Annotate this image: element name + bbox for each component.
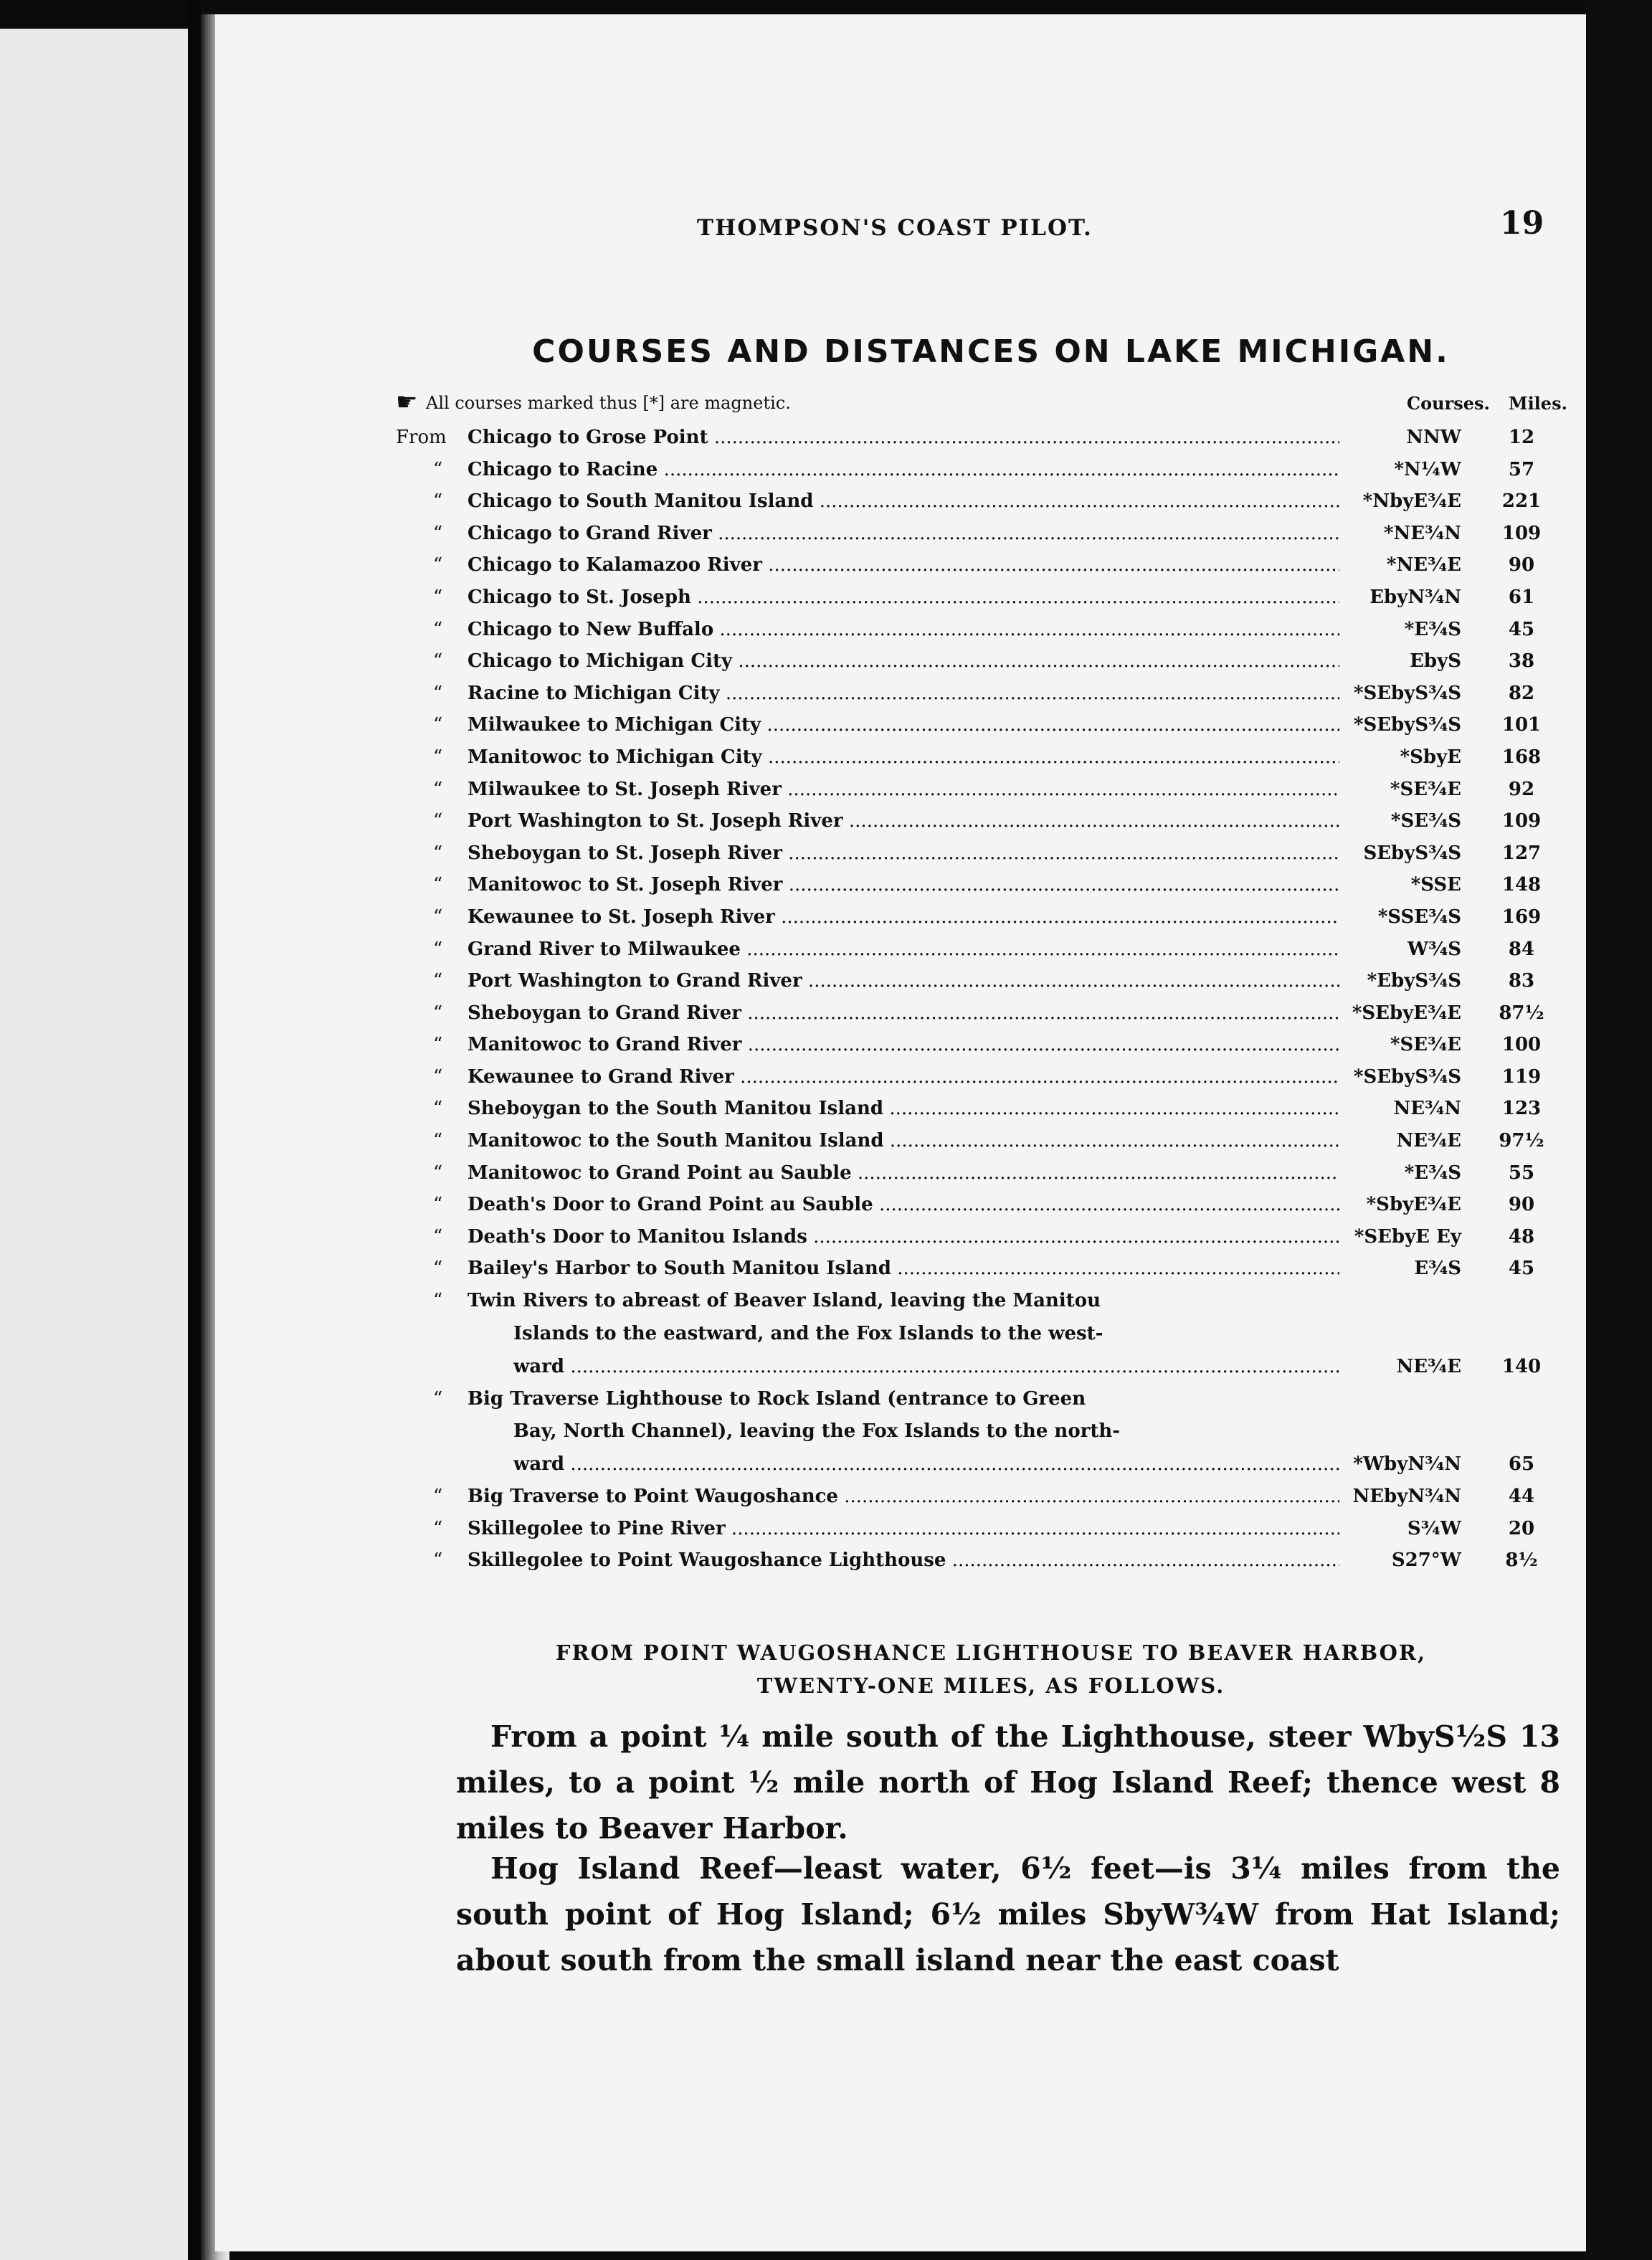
row-prefix: “ (433, 1034, 443, 1056)
miles-value: 8½ (1505, 1549, 1538, 1572)
route-name: Death's Door to Manitou Islands ..... (467, 1221, 1391, 1253)
table-row (396, 1383, 1586, 1415)
table-row (396, 1093, 1586, 1125)
course-value: SEbyS¾S (1339, 837, 1461, 870)
table-row (396, 709, 1586, 741)
row-prefix: “ (433, 874, 443, 896)
miles-value: 12 (1508, 427, 1535, 448)
table-header (396, 388, 1586, 422)
table-row (396, 774, 1586, 806)
miles-value: 127 (1501, 842, 1542, 864)
miles-value: 221 (1501, 490, 1542, 513)
route-name: Bailey's Harbor to South Manitou Island ..... (467, 1253, 1391, 1285)
table-row (396, 997, 1586, 1030)
miles-value: 101 (1501, 714, 1542, 736)
miles-value: 140 (1501, 1355, 1542, 1377)
table-row (396, 454, 1586, 486)
table-row (396, 837, 1586, 870)
miles-value: 100 (1501, 1034, 1542, 1056)
course-value: *SbyE (1339, 741, 1461, 774)
subheading-line-2: TWENTY-ONE MILES, AS FOLLOWS. (756, 1673, 1225, 1698)
miles-value: 169 (1501, 906, 1542, 928)
row-prefix: “ (433, 970, 443, 992)
table-row (396, 1481, 1586, 1513)
row-prefix: “ (433, 842, 443, 864)
row-prefix: “ (433, 1225, 443, 1248)
row-prefix: “ (433, 1162, 443, 1184)
miles-value: 119 (1501, 1065, 1542, 1088)
table-row (396, 1157, 1586, 1190)
table-row (396, 805, 1586, 837)
row-prefix: “ (433, 778, 443, 800)
route-name: Bay, North Channel), leaving the Fox Islands to the north- (513, 1420, 1121, 1443)
table-row (396, 1029, 1586, 1061)
right-page-edge (1586, 0, 1652, 2260)
row-prefix: “ (433, 906, 443, 928)
miles-value: 90 (1508, 1194, 1535, 1216)
miles-value: 84 (1508, 938, 1535, 960)
table-row (396, 1253, 1586, 1285)
course-value: S27°W (1339, 1544, 1461, 1577)
running-head (396, 201, 1586, 244)
row-prefix: “ (433, 1194, 443, 1216)
table-row (396, 1221, 1586, 1253)
table-row (396, 1189, 1586, 1221)
course-value: NE¾E (1339, 1350, 1461, 1383)
row-prefix: “ (433, 1002, 443, 1024)
miles-value: 61 (1508, 586, 1535, 608)
course-value: *NE¾N (1339, 518, 1461, 550)
row-prefix: “ (433, 1065, 443, 1088)
miles-value: 82 (1508, 682, 1535, 704)
table-row (396, 1125, 1586, 1157)
row-prefix: “ (433, 1517, 443, 1539)
miles-value: 168 (1501, 746, 1542, 768)
course-value: E¾S (1339, 1253, 1461, 1285)
route-name: Twin Rivers to abreast of Beaver Island, leaving the Manitou (467, 1290, 1101, 1312)
row-prefix: “ (433, 1387, 443, 1410)
route-name: Manitowoc to Grand River ..... (467, 1029, 1391, 1061)
route-name: Racine to Michigan City ..... (467, 678, 1391, 710)
route-name: Death's Door to Grand Point au Sauble ..... (467, 1189, 1391, 1221)
route-name: Kewaunee to Grand River ..... (467, 1061, 1391, 1093)
route-name: ward ..... (513, 1448, 1391, 1481)
course-value: *SEbyS¾S (1339, 678, 1461, 710)
magnetic-note: All courses marked thus [*] are magnetic. (426, 393, 791, 413)
miles-value: 20 (1508, 1517, 1535, 1539)
table-row (396, 1415, 1586, 1448)
course-value: *SEbyE¾E (1339, 997, 1461, 1030)
row-prefix: “ (433, 1549, 443, 1572)
course-value: *SSE (1339, 869, 1461, 901)
route-name: Chicago to Grand River ..... (467, 518, 1391, 550)
miles-value: 83 (1508, 970, 1535, 992)
row-prefix: “ (433, 650, 443, 673)
course-value: W¾S (1339, 934, 1461, 966)
course-value: *SE¾S (1339, 805, 1461, 837)
miles-value: 109 (1501, 810, 1542, 832)
pointing-hand-icon: ☛ (396, 388, 418, 417)
row-prefix: “ (433, 938, 443, 960)
miles-value: 123 (1501, 1098, 1542, 1120)
miles-value: 38 (1508, 650, 1535, 673)
route-name: Sheboygan to St. Joseph River ..... (467, 837, 1391, 870)
course-value: NE¾N (1339, 1093, 1461, 1125)
course-value: NE¾E (1339, 1125, 1461, 1157)
row-prefix: “ (433, 490, 443, 513)
row-prefix: “ (433, 522, 443, 544)
row-prefix: “ (433, 1098, 443, 1120)
row-prefix: “ (433, 586, 443, 608)
table-row (396, 518, 1586, 550)
row-prefix: “ (433, 1290, 443, 1312)
route-name: Grand River to Milwaukee ..... (467, 934, 1391, 966)
route-name: Manitowoc to the South Manitou Island ..... (467, 1125, 1391, 1157)
paragraph-2: Hog Island Reef—least water, 6½ feet—is 3¼ miles from the south point of Hog Island; 6½ miles SbyW¾W from Hat Island; about south from the small island near the east coast (456, 1851, 1560, 1977)
running-title: THOMPSON'S COAST PILOT. (697, 215, 1093, 241)
table-row (396, 1317, 1586, 1350)
route-name: Chicago to St. Joseph ..... (467, 581, 1391, 614)
route-name: Skillegolee to Point Waugoshance Lighthouse ..... (467, 1544, 1391, 1577)
route-name: Manitowoc to Grand Point au Sauble ..... (467, 1157, 1391, 1190)
course-value: EbyS (1339, 645, 1461, 678)
courses-table (396, 422, 1586, 1577)
course-value: *SE¾E (1339, 1029, 1461, 1061)
miles-value: 148 (1501, 874, 1542, 896)
row-prefix: “ (433, 618, 443, 640)
row-prefix: “ (433, 682, 443, 704)
miles-value: 97½ (1499, 1130, 1544, 1152)
route-name: Sheboygan to the South Manitou Island ..... (467, 1093, 1391, 1125)
course-value: *E¾S (1339, 1157, 1461, 1190)
route-name: Manitowoc to St. Joseph River ..... (467, 869, 1391, 901)
course-value: S¾W (1339, 1513, 1461, 1545)
table-row (396, 1513, 1586, 1545)
subheading-line-1: FROM POINT WAUGOSHANCE LIGHTHOUSE TO BEAVER HARBOR, (555, 1641, 1427, 1665)
route-name: Kewaunee to St. Joseph River ..... (467, 901, 1391, 934)
table-row (396, 1544, 1586, 1577)
miles-value: 57 (1508, 458, 1535, 480)
route-name: Big Traverse to Point Waugoshance ..... (467, 1481, 1391, 1513)
route-name: Skillegolee to Pine River ..... (467, 1513, 1391, 1545)
course-value: *SE¾E (1339, 774, 1461, 806)
course-value: *WbyN¾N (1339, 1448, 1461, 1481)
table-row (396, 934, 1586, 966)
route-name: Islands to the eastward, and the Fox Islands to the west- (513, 1322, 1103, 1344)
row-prefix: “ (433, 746, 443, 768)
course-value: *SEbyS¾S (1339, 709, 1461, 741)
route-name: Big Traverse Lighthouse to Rock Island (entrance to Green (467, 1387, 1086, 1410)
miles-value: 44 (1508, 1486, 1535, 1508)
table-row (396, 549, 1586, 581)
row-prefix: “ (433, 1486, 443, 1508)
route-name: Chicago to Kalamazoo River ..... (467, 549, 1391, 581)
table-row (396, 1061, 1586, 1093)
page-heading: COURSES AND DISTANCES ON LAKE MICHIGAN. (532, 333, 1450, 370)
course-value: *SEbyS¾S (1339, 1061, 1461, 1093)
table-row (396, 1448, 1586, 1481)
table-row (396, 678, 1586, 710)
miles-value: 45 (1508, 1258, 1535, 1280)
route-name: Port Washington to St. Joseph River ..... (467, 805, 1391, 837)
miles-value: 65 (1508, 1453, 1535, 1476)
route-name: Chicago to Racine ..... (467, 454, 1391, 486)
miles-value: 45 (1508, 618, 1535, 640)
left-page-edge (188, 0, 201, 2260)
course-value: NEbyN¾N (1339, 1481, 1461, 1513)
miles-value: 90 (1508, 554, 1535, 576)
route-name: Chicago to Grose Point ..... (467, 422, 1391, 454)
course-value: *E¾S (1339, 614, 1461, 646)
row-prefix: “ (433, 458, 443, 480)
table-row (396, 422, 1586, 454)
route-name: Chicago to South Manitou Island ..... (467, 485, 1391, 518)
course-value: *EbyS¾S (1339, 965, 1461, 997)
facing-page (0, 29, 188, 2260)
miles-value: 48 (1508, 1225, 1535, 1248)
route-name: Port Washington to Grand River ..... (467, 965, 1391, 997)
course-value: *N¼W (1339, 454, 1461, 486)
course-value: EbyN¾N (1339, 581, 1461, 614)
route-name: Milwaukee to St. Joseph River ..... (467, 774, 1391, 806)
table-row (396, 1285, 1586, 1317)
table-row (396, 901, 1586, 934)
table-row (396, 645, 1586, 678)
table-row (396, 869, 1586, 901)
row-prefix: “ (433, 714, 443, 736)
row-prefix: “ (433, 1130, 443, 1152)
section-subheading (396, 1636, 1586, 1702)
courses-column-header: Courses. (1407, 393, 1490, 414)
row-prefix: From (396, 427, 447, 448)
route-name: Milwaukee to Michigan City ..... (467, 709, 1391, 741)
route-name: Manitowoc to Michigan City ..... (467, 741, 1391, 774)
row-prefix: “ (433, 1258, 443, 1280)
course-value: *NbyE¾E (1339, 485, 1461, 518)
book-page (215, 14, 1586, 2251)
course-value: *NE¾E (1339, 549, 1461, 581)
row-prefix: “ (433, 810, 443, 832)
miles-value: 92 (1508, 778, 1535, 800)
route-name: Chicago to Michigan City ..... (467, 645, 1391, 678)
route-name: Chicago to New Buffalo ..... (467, 614, 1391, 646)
course-value: *SSE¾S (1339, 901, 1461, 934)
table-row (396, 614, 1586, 646)
table-row (396, 485, 1586, 518)
table-row (396, 965, 1586, 997)
miles-value: 87½ (1499, 1002, 1544, 1024)
miles-value: 55 (1508, 1162, 1535, 1184)
course-value: NNW (1339, 422, 1461, 454)
row-prefix: “ (433, 554, 443, 576)
table-row (396, 1350, 1586, 1383)
miles-column-header: Miles. (1509, 393, 1567, 414)
table-row (396, 741, 1586, 774)
paragraph-1: From a point ¼ mile south of the Lighthouse, steer WbyS½S 13 miles, to a point ½ mile north of Hog Island Reef; thence west 8 miles to Beaver Harbor. (456, 1719, 1560, 1846)
route-name: ward ..... (513, 1350, 1391, 1383)
course-value: *SEbyE Ey (1339, 1221, 1461, 1253)
miles-value: 109 (1501, 522, 1542, 544)
table-row (396, 581, 1586, 614)
course-value: *SbyE¾E (1339, 1189, 1461, 1221)
page-number: 19 (1500, 205, 1544, 242)
route-name: Sheboygan to Grand River ..... (467, 997, 1391, 1030)
